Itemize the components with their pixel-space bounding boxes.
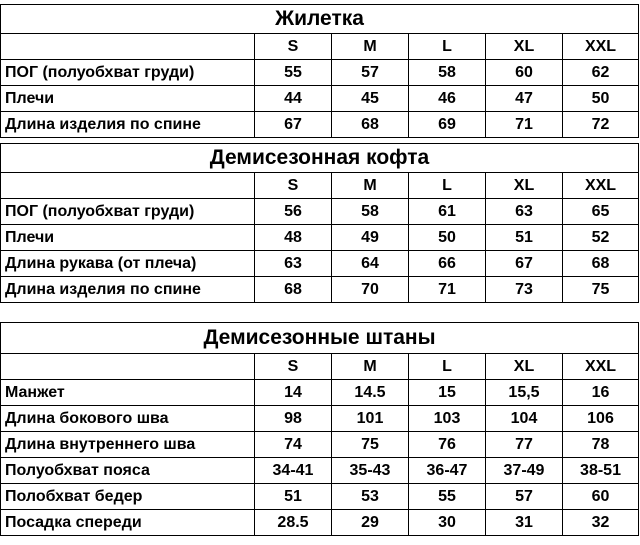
value-cell: 77 xyxy=(486,432,563,458)
value-cell: 49 xyxy=(332,225,409,251)
size-header: XXL xyxy=(563,34,639,60)
value-cell: 60 xyxy=(563,484,639,510)
size-header: S xyxy=(255,173,332,199)
table-row xyxy=(1,225,639,251)
row-label: Длина внутреннего шва xyxy=(1,432,255,458)
value-cell: 71 xyxy=(409,277,486,303)
header-empty-cell xyxy=(1,354,255,380)
row-label: Посадка спереди xyxy=(1,510,255,536)
table-row xyxy=(1,60,639,86)
value-cell: 104 xyxy=(486,406,563,432)
value-cell: 68 xyxy=(332,112,409,138)
value-cell: 57 xyxy=(332,60,409,86)
value-cell: 46 xyxy=(409,86,486,112)
value-cell: 14.5 xyxy=(332,380,409,406)
value-cell: 44 xyxy=(255,86,332,112)
row-label: Длина бокового шва xyxy=(1,406,255,432)
value-cell: 63 xyxy=(486,199,563,225)
value-cell: 51 xyxy=(255,484,332,510)
value-cell: 65 xyxy=(563,199,639,225)
value-cell: 47 xyxy=(486,86,563,112)
jacket-title: Демисезонная кофта xyxy=(1,144,639,173)
value-cell: 73 xyxy=(486,277,563,303)
value-cell: 64 xyxy=(332,251,409,277)
value-cell: 50 xyxy=(409,225,486,251)
row-label: Плечи xyxy=(1,225,255,251)
value-cell: 30 xyxy=(409,510,486,536)
value-cell: 66 xyxy=(409,251,486,277)
row-label: ПОГ (полуобхват груди) xyxy=(1,60,255,86)
size-header: S xyxy=(255,354,332,380)
row-label: Полуобхват пояса xyxy=(1,458,255,484)
value-cell: 29 xyxy=(332,510,409,536)
vest-title: Жилетка xyxy=(1,5,639,34)
value-cell: 72 xyxy=(563,112,639,138)
value-cell: 106 xyxy=(563,406,639,432)
table-row xyxy=(1,406,639,432)
row-label: Длина изделия по спине xyxy=(1,112,255,138)
value-cell: 67 xyxy=(486,251,563,277)
size-header: M xyxy=(332,34,409,60)
table-row xyxy=(1,484,639,510)
value-cell: 58 xyxy=(409,60,486,86)
jacket-size-table xyxy=(0,143,639,303)
size-header: XL xyxy=(486,173,563,199)
table-row xyxy=(1,112,639,138)
table-row xyxy=(1,510,639,536)
value-cell: 34-41 xyxy=(255,458,332,484)
size-header: XXL xyxy=(563,354,639,380)
size-header: S xyxy=(255,34,332,60)
size-header: L xyxy=(409,34,486,60)
value-cell: 52 xyxy=(563,225,639,251)
value-cell: 70 xyxy=(332,277,409,303)
size-header: M xyxy=(332,354,409,380)
value-cell: 57 xyxy=(486,484,563,510)
value-cell: 75 xyxy=(563,277,639,303)
table-row xyxy=(1,251,639,277)
value-cell: 76 xyxy=(409,432,486,458)
value-cell: 103 xyxy=(409,406,486,432)
row-label: ПОГ (полуобхват груди) xyxy=(1,199,255,225)
header-empty-cell xyxy=(1,173,255,199)
value-cell: 55 xyxy=(409,484,486,510)
value-cell: 55 xyxy=(255,60,332,86)
table-row xyxy=(1,86,639,112)
value-cell: 15,5 xyxy=(486,380,563,406)
value-cell: 74 xyxy=(255,432,332,458)
value-cell: 48 xyxy=(255,225,332,251)
value-cell: 56 xyxy=(255,199,332,225)
value-cell: 68 xyxy=(255,277,332,303)
value-cell: 68 xyxy=(563,251,639,277)
value-cell: 32 xyxy=(563,510,639,536)
value-cell: 15 xyxy=(409,380,486,406)
value-cell: 63 xyxy=(255,251,332,277)
value-cell: 58 xyxy=(332,199,409,225)
value-cell: 50 xyxy=(563,86,639,112)
header-empty-cell xyxy=(1,34,255,60)
vest-size-table xyxy=(0,4,639,138)
value-cell: 101 xyxy=(332,406,409,432)
size-header: XL xyxy=(486,34,563,60)
size-header: XXL xyxy=(563,173,639,199)
size-header: XL xyxy=(486,354,563,380)
row-label: Длина рукава (от плеча) xyxy=(1,251,255,277)
pants-title: Демисезонные штаны xyxy=(1,323,639,354)
value-cell: 75 xyxy=(332,432,409,458)
value-cell: 38-51 xyxy=(563,458,639,484)
row-label: Манжет xyxy=(1,380,255,406)
value-cell: 16 xyxy=(563,380,639,406)
value-cell: 45 xyxy=(332,86,409,112)
value-cell: 62 xyxy=(563,60,639,86)
table-row xyxy=(1,380,639,406)
table-row xyxy=(1,432,639,458)
value-cell: 36-47 xyxy=(409,458,486,484)
pants-size-table xyxy=(0,322,639,536)
size-header: M xyxy=(332,173,409,199)
value-cell: 60 xyxy=(486,60,563,86)
row-label: Плечи xyxy=(1,86,255,112)
value-cell: 35-43 xyxy=(332,458,409,484)
table-row xyxy=(1,277,639,303)
row-label: Полобхват бедер xyxy=(1,484,255,510)
value-cell: 69 xyxy=(409,112,486,138)
value-cell: 78 xyxy=(563,432,639,458)
table-row xyxy=(1,199,639,225)
size-header: L xyxy=(409,354,486,380)
value-cell: 61 xyxy=(409,199,486,225)
value-cell: 31 xyxy=(486,510,563,536)
value-cell: 67 xyxy=(255,112,332,138)
size-header: L xyxy=(409,173,486,199)
value-cell: 71 xyxy=(486,112,563,138)
value-cell: 14 xyxy=(255,380,332,406)
table-row xyxy=(1,458,639,484)
value-cell: 51 xyxy=(486,225,563,251)
value-cell: 98 xyxy=(255,406,332,432)
value-cell: 28.5 xyxy=(255,510,332,536)
value-cell: 37-49 xyxy=(486,458,563,484)
row-label: Длина изделия по спине xyxy=(1,277,255,303)
value-cell: 53 xyxy=(332,484,409,510)
